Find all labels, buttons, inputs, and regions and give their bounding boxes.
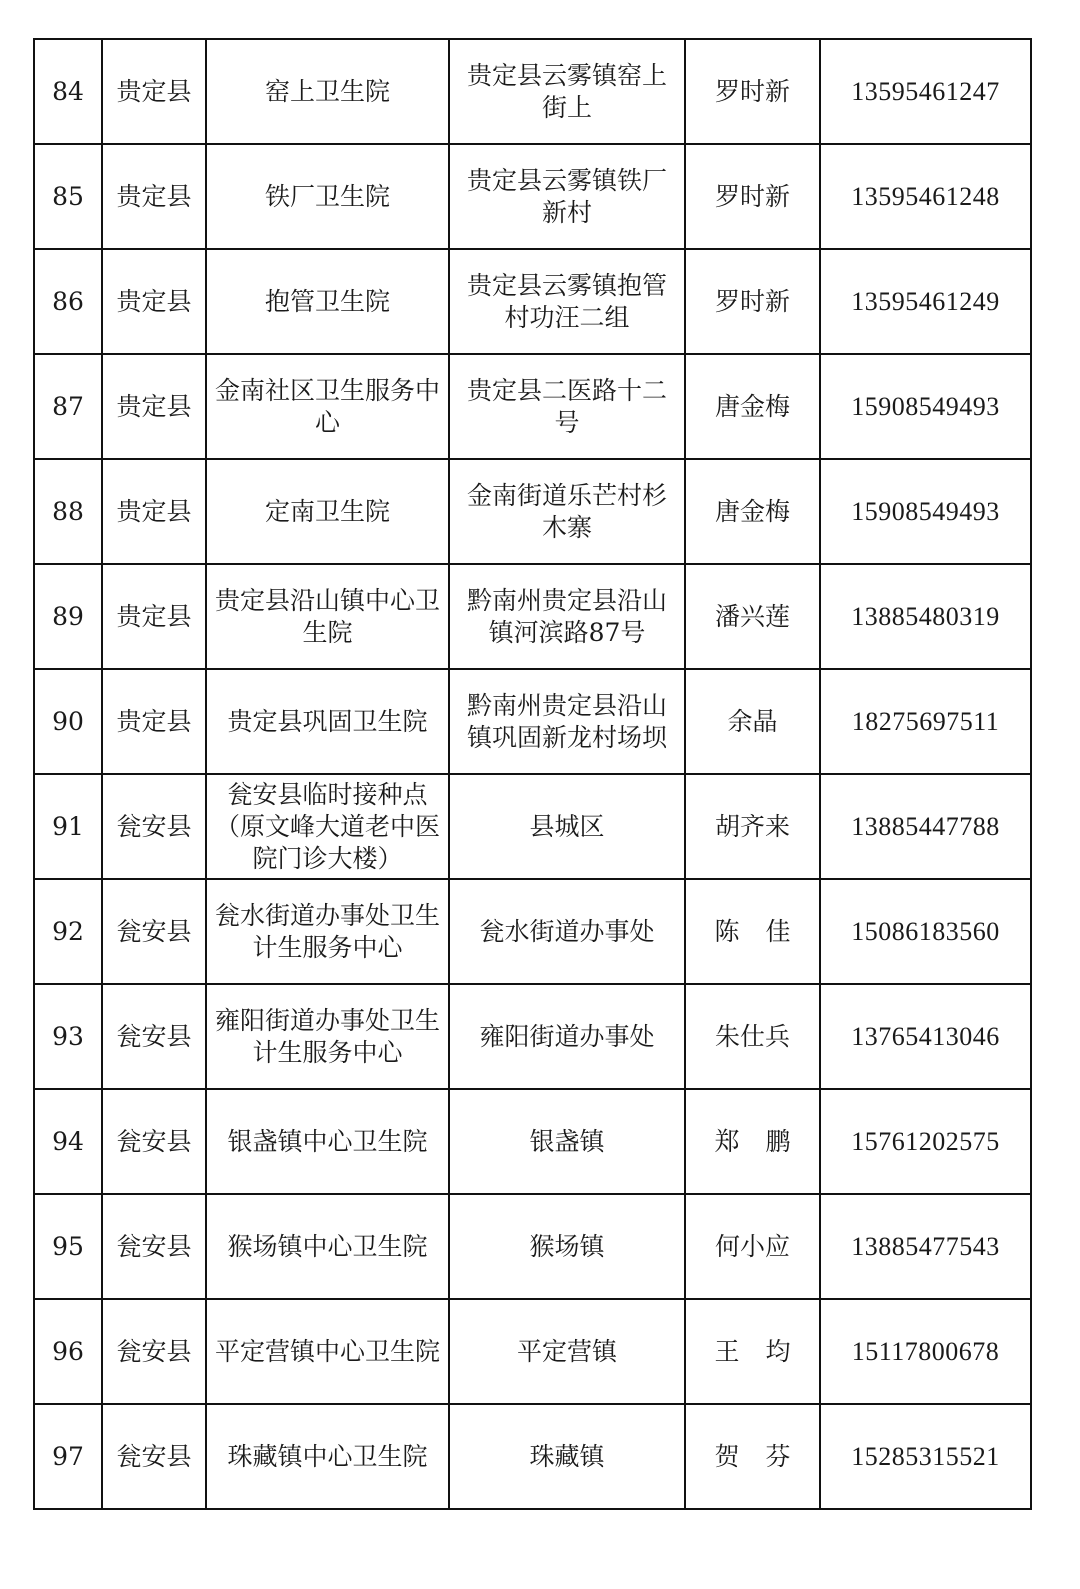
- vaccination-site-table: [33, 38, 1032, 1510]
- row-number-cell: 89: [34, 564, 102, 669]
- row-number-cell: 87: [34, 354, 102, 459]
- county-cell: 贵定县: [102, 564, 206, 669]
- table-row: [34, 1404, 1031, 1509]
- contact-person-cell: [685, 984, 820, 1089]
- site-name-cell: 雍阳街道办事处卫生计生服务中心: [206, 984, 449, 1089]
- site-name-cell: 铁厂卫生院: [206, 144, 449, 249]
- contact-person-name: 罗时新: [714, 286, 790, 316]
- contact-person-cell: [685, 249, 820, 354]
- contact-person-name: 罗时新: [714, 181, 790, 211]
- county-cell: 贵定县: [102, 354, 206, 459]
- site-name-cell: 窑上卫生院: [206, 39, 449, 144]
- table-row: [34, 39, 1031, 144]
- county-cell: 贵定县: [102, 459, 206, 564]
- table-row: [34, 354, 1031, 459]
- contact-person-name: 陈佳: [714, 916, 817, 946]
- phone-cell: 15285315521: [820, 1404, 1031, 1509]
- contact-person-cell: [685, 1299, 820, 1404]
- contact-person-name: 唐金梅: [714, 391, 790, 421]
- table-row: [34, 879, 1031, 984]
- table-row: [34, 669, 1031, 774]
- phone-cell: 15117800678: [820, 1299, 1031, 1404]
- phone-cell: 13595461247: [820, 39, 1031, 144]
- county-cell: 瓮安县: [102, 1404, 206, 1509]
- phone-cell: 18275697511: [820, 669, 1031, 774]
- address-cell: 贵定县云雾镇抱管村功汪二组: [449, 249, 685, 354]
- contact-person-cell: [685, 1404, 820, 1509]
- row-number-cell: 92: [34, 879, 102, 984]
- contact-person-name: 罗时新: [714, 76, 790, 106]
- row-number-cell: 90: [34, 669, 102, 774]
- site-name-cell: 瓮安县临时接种点（原文峰大道老中医院门诊大楼）: [206, 774, 449, 879]
- contact-person-cell: [685, 1089, 820, 1194]
- county-cell: 瓮安县: [102, 1299, 206, 1404]
- county-cell: 瓮安县: [102, 774, 206, 879]
- phone-cell: 13765413046: [820, 984, 1031, 1089]
- address-cell: 平定营镇: [449, 1299, 685, 1404]
- contact-person-name: 贺芬: [714, 1441, 817, 1471]
- contact-person-cell: [685, 669, 820, 774]
- phone-cell: 13595461249: [820, 249, 1031, 354]
- row-number-cell: 95: [34, 1194, 102, 1299]
- address-cell: 县城区: [449, 774, 685, 879]
- phone-cell: 13885480319: [820, 564, 1031, 669]
- site-name-cell: 抱管卫生院: [206, 249, 449, 354]
- address-cell: 瓮水街道办事处: [449, 879, 685, 984]
- contact-person-cell: [685, 144, 820, 249]
- contact-person-name: 朱仕兵: [714, 1021, 790, 1051]
- county-cell: 瓮安县: [102, 984, 206, 1089]
- site-name-cell: 贵定县巩固卫生院: [206, 669, 449, 774]
- county-cell: 贵定县: [102, 39, 206, 144]
- county-cell: 瓮安县: [102, 879, 206, 984]
- contact-person-name: 王均: [714, 1336, 817, 1366]
- table-row: [34, 564, 1031, 669]
- county-cell: 贵定县: [102, 669, 206, 774]
- county-cell: 瓮安县: [102, 1089, 206, 1194]
- contact-person-cell: [685, 354, 820, 459]
- address-cell: 雍阳街道办事处: [449, 984, 685, 1089]
- contact-person-cell: [685, 564, 820, 669]
- address-cell: 猴场镇: [449, 1194, 685, 1299]
- phone-cell: 13885447788: [820, 774, 1031, 879]
- phone-cell: 15086183560: [820, 879, 1031, 984]
- contact-person-name: 余晶: [727, 706, 778, 736]
- site-name-cell: 猴场镇中心卫生院: [206, 1194, 449, 1299]
- phone-cell: 15908549493: [820, 354, 1031, 459]
- address-cell: 银盏镇: [449, 1089, 685, 1194]
- phone-cell: 13595461248: [820, 144, 1031, 249]
- table-row: [34, 249, 1031, 354]
- contact-person-cell: [685, 459, 820, 564]
- row-number-cell: 88: [34, 459, 102, 564]
- contact-person-name: 何小应: [714, 1231, 790, 1261]
- contact-person-name: 潘兴莲: [714, 601, 790, 631]
- address-cell: 贵定县二医路十二号: [449, 354, 685, 459]
- site-name-cell: 平定营镇中心卫生院: [206, 1299, 449, 1404]
- phone-cell: 15908549493: [820, 459, 1031, 564]
- table-row: [34, 1089, 1031, 1194]
- row-number-cell: 96: [34, 1299, 102, 1404]
- site-name-cell: 银盏镇中心卫生院: [206, 1089, 449, 1194]
- address-cell: 黔南州贵定县沿山镇河滨路87号: [449, 564, 685, 669]
- contact-person-cell: [685, 39, 820, 144]
- site-name-cell: 贵定县沿山镇中心卫生院: [206, 564, 449, 669]
- table-row: [34, 144, 1031, 249]
- row-number-cell: 84: [34, 39, 102, 144]
- row-number-cell: 91: [34, 774, 102, 879]
- county-cell: 瓮安县: [102, 1194, 206, 1299]
- address-cell: 珠藏镇: [449, 1404, 685, 1509]
- contact-person-cell: [685, 1194, 820, 1299]
- county-cell: 贵定县: [102, 249, 206, 354]
- table-row: [34, 1194, 1031, 1299]
- table-row: [34, 1299, 1031, 1404]
- table-row: [34, 774, 1031, 879]
- row-number-cell: 97: [34, 1404, 102, 1509]
- site-name-cell: 金南社区卫生服务中心: [206, 354, 449, 459]
- site-name-cell: 定南卫生院: [206, 459, 449, 564]
- address-cell: 贵定县云雾镇铁厂新村: [449, 144, 685, 249]
- table-row: [34, 459, 1031, 564]
- address-cell: 贵定县云雾镇窑上街上: [449, 39, 685, 144]
- address-cell: 黔南州贵定县沿山镇巩固新龙村场坝: [449, 669, 685, 774]
- contact-person-name: 胡齐来: [714, 811, 790, 841]
- site-name-cell: 珠藏镇中心卫生院: [206, 1404, 449, 1509]
- county-cell: 贵定县: [102, 144, 206, 249]
- row-number-cell: 86: [34, 249, 102, 354]
- contact-person-cell: [685, 774, 820, 879]
- site-name-cell: 瓮水街道办事处卫生计生服务中心: [206, 879, 449, 984]
- table-row: [34, 984, 1031, 1089]
- address-cell: 金南街道乐芒村杉木寨: [449, 459, 685, 564]
- contact-person-name: 唐金梅: [714, 496, 790, 526]
- table-body: [34, 39, 1031, 1509]
- row-number-cell: 85: [34, 144, 102, 249]
- contact-person-cell: [685, 879, 820, 984]
- contact-person-name: 郑鹏: [714, 1126, 817, 1156]
- phone-cell: 13885477543: [820, 1194, 1031, 1299]
- phone-cell: 15761202575: [820, 1089, 1031, 1194]
- row-number-cell: 94: [34, 1089, 102, 1194]
- row-number-cell: 93: [34, 984, 102, 1089]
